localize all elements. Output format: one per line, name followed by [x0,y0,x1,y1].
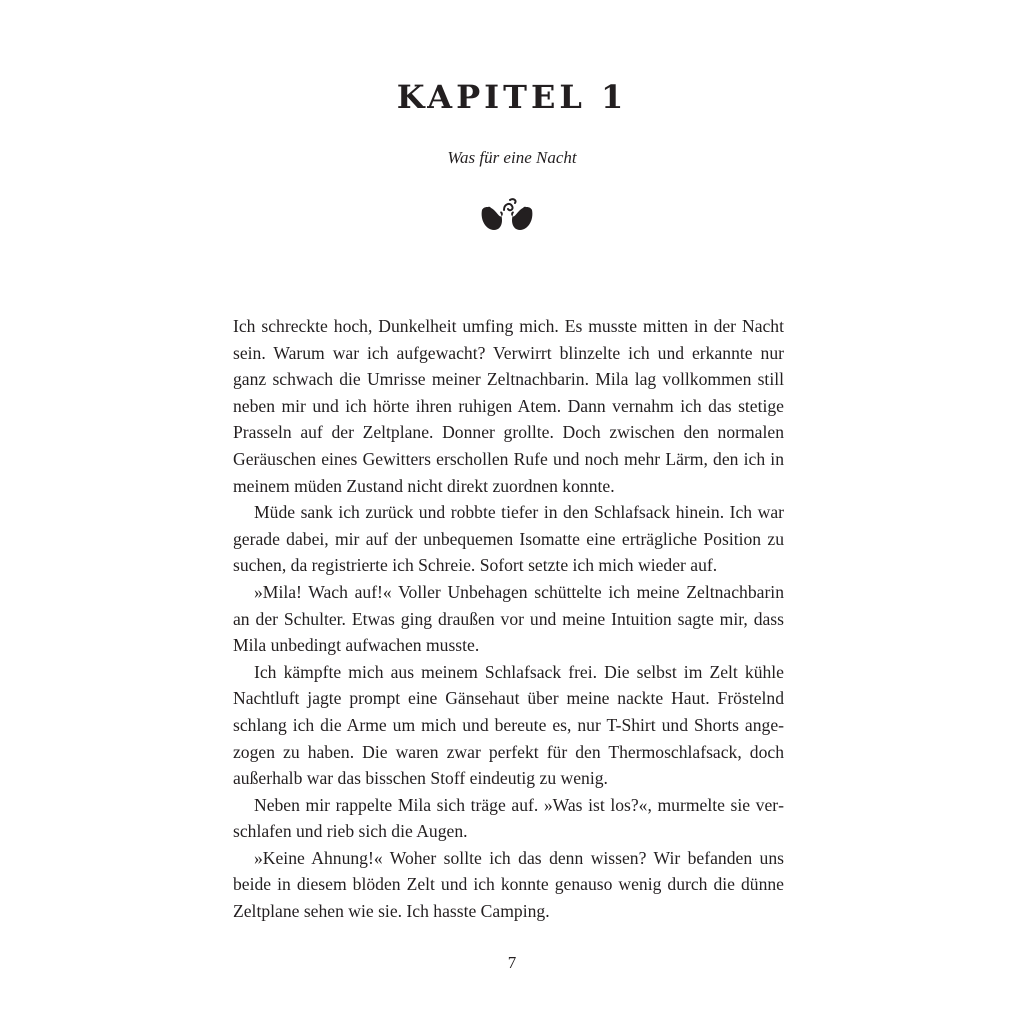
paragraph: »Mila! Wach auf!« Voller Unbehagen schüttelte ich meine Zeltnachbarin an der Schulter. Etwas ging draußen vor und meine Intuition sagte mir, dass Mila unbedingt aufwachen musste. [233,581,784,656]
chapter-subtitle-plain: Was [447,148,480,167]
chapter-body-text [233,313,784,925]
floral-ornament-icon [480,196,534,232]
paragraph: Müde sank ich zurück und robbte tiefer in den Schlafsack hinein. Ich war gerade dabei, mir auf der unbequemen Isomatte eine erträgliche Position zu suchen, da registrierte ich Schreie. Sofort setzte ich mich wieder auf. [233,502,784,576]
page-number: 7 [507,953,517,972]
chapter-subtitle-rest: für eine Nacht [479,148,577,167]
chapter-subtitle [0,148,1024,168]
paragraph: Neben mir rappelte Mila sich träge auf. »Was ist los?«, murmelte sie verschlafen und rieb sich die Augen. [233,794,784,842]
paragraph: »Keine Ahnung!« Woher sollte ich das denn wissen? Wir befanden uns beide in diesem blöden Zelt und ich konnte genauso wenig durch die dünne Zeltplane sehen wie sie. Ich hasste Camping. [233,847,784,922]
chapter-title: KAPITEL 1 [396,78,628,116]
paragraph: Ich kämpfte mich aus meinem Schlafsack frei. Die selbst im Zelt kühle Nachtluft jagte prompt eine Gänsehaut über meine nackte Haut. Fröstelnd schlang ich die Arme um mich und bereute es, nur T-Shirt und Shorts angezogen zu haben. Die waren zwar perfekt für den Thermoschlafsack, doch außerhalb war das bisschen Stoff eindeutig zu wenig. [233,661,784,789]
paragraph: Ich schreckte hoch, Dunkelheit umfing mich. Es musste mitten in der Nacht sein. Warum war ich aufgewacht? Verwirrt blinzelte ich und erkannte nur ganz schwach die Umrisse meiner Zeltnachbarin. Mila lag vollkommen still neben mir und ich hörte ihren ruhigen Atem. Dann vernahm ich das stetige Prasseln auf der Zeltplane. Donner grollte. Doch zwischen den normalen Geräuschen eines Gewitters erschollen Rufe und noch mehr Lärm, den ich in meinem müden Zustand nicht direkt zuordnen konnte. [233,316,784,496]
